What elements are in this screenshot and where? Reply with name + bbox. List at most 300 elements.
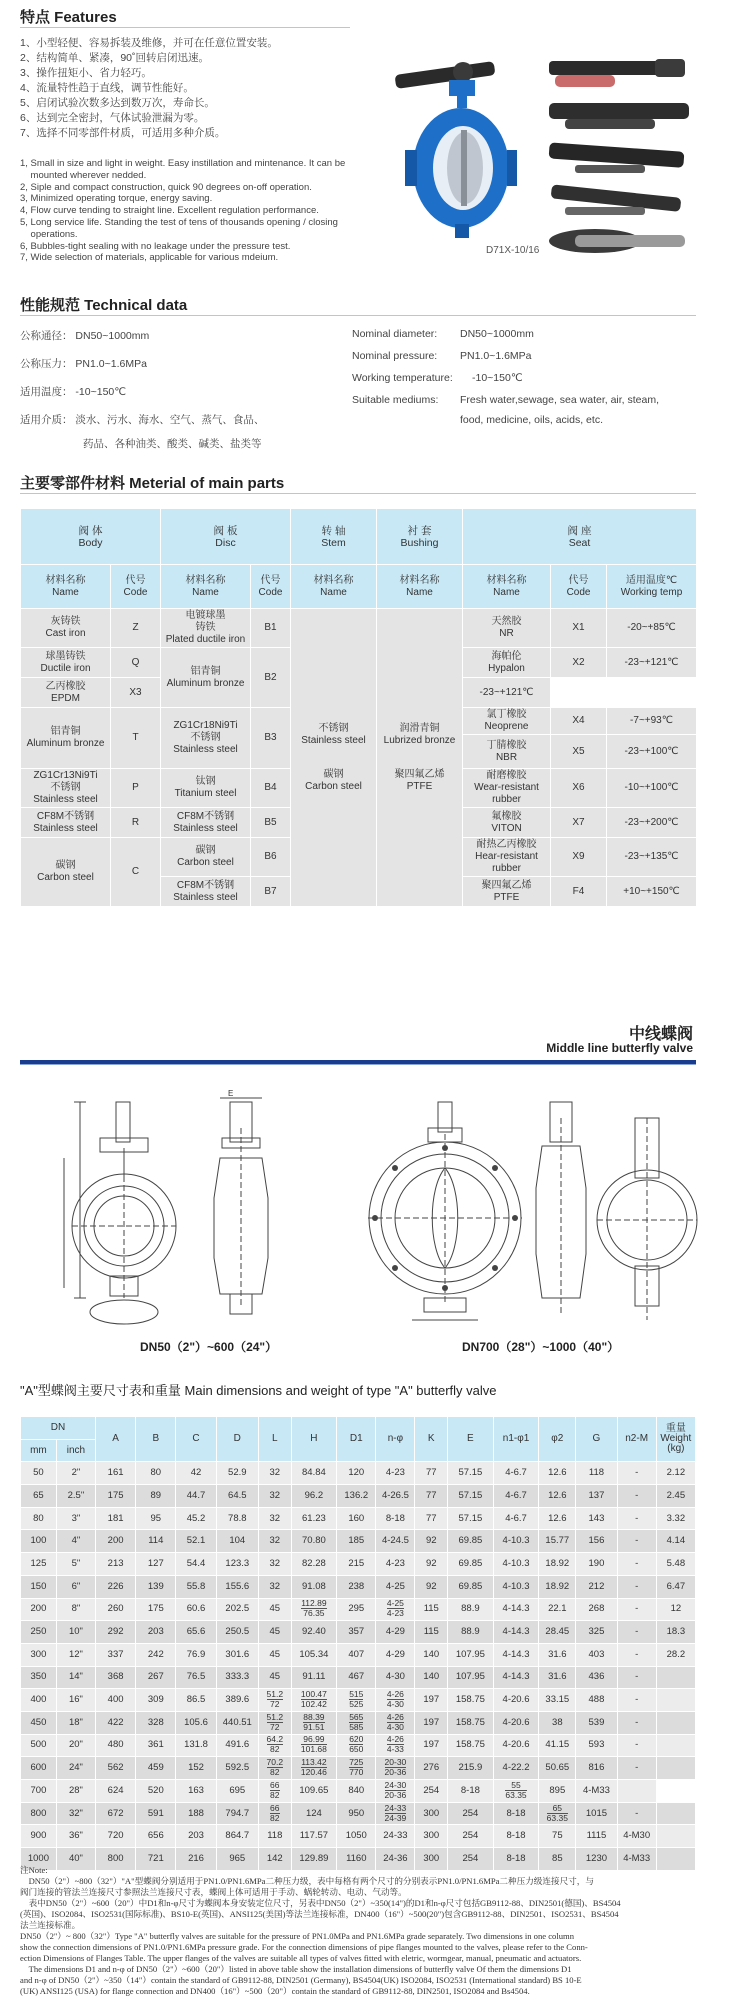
dims-cell: 86.5 [176, 1689, 216, 1712]
body-material: 碳钢 Carbon steel [21, 838, 111, 907]
seat-material: 天然胶 NR [463, 609, 551, 648]
dims-cell: 92 [415, 1530, 448, 1553]
dims-cell: 250 [21, 1621, 57, 1644]
seat-temp: -20~+85℃ [607, 609, 697, 648]
dims-cell: 4-29 [376, 1621, 415, 1644]
seat-temp: -10~+100℃ [607, 769, 697, 808]
dims-cell: $\frac{4-25}{4-23}$ [376, 1598, 415, 1621]
seat-material: 耐磨橡胶 Wear-resistant rubber [463, 769, 551, 808]
dims-cell: 250.5 [216, 1621, 258, 1644]
disc-code: B2 [251, 648, 291, 708]
dims-cell: 64.5 [216, 1485, 258, 1508]
dims-cell: 215.9 [448, 1757, 494, 1780]
dims-head: H [291, 1417, 337, 1462]
dims-cell: 96.2 [291, 1485, 337, 1508]
dims-cell: 140 [415, 1666, 448, 1689]
dims-cell: 45 [258, 1643, 291, 1666]
dims-head: n2-M [617, 1417, 656, 1462]
dims-cell: 4-14.3 [493, 1666, 539, 1689]
dims-cell: 127 [136, 1553, 176, 1576]
tech-rule [20, 315, 696, 316]
dims-cell: 114 [136, 1530, 176, 1553]
dims-cell: 8-18 [493, 1825, 539, 1848]
dims-cell: 254 [448, 1825, 494, 1848]
dims-cell: 4-24.5 [376, 1530, 415, 1553]
dims-cell: 44.7 [176, 1485, 216, 1508]
dims-cell: 69.85 [448, 1575, 494, 1598]
dims-cell: 520 [136, 1780, 176, 1803]
dims-cell: 150 [21, 1575, 57, 1598]
dims-head: L [258, 1417, 291, 1462]
note-line: (UK) ANSI125 (USA) for flange connection and DN400（16"）~500（20"）contain the standard of GB9112-88, DIN2501, ISO2084 and Bs4504. [20, 1986, 530, 1996]
dims-cell: 160 [337, 1507, 376, 1530]
drawing-caption-large: DN700（28"）~1000（40"） [462, 1340, 620, 1354]
feature-cn-item: 2、结构简单、紧凑，90˚回转启闭迅速。 [20, 52, 210, 64]
seat-material: 氟橡胶 VITON [463, 808, 551, 838]
dims-head: A [96, 1417, 136, 1462]
dims-cell: 242 [136, 1643, 176, 1666]
dims-cell: 197 [415, 1734, 448, 1757]
dims-cell: 300 [415, 1848, 448, 1871]
dims-cell: 42 [176, 1462, 216, 1485]
dims-cell: 4-30 [376, 1666, 415, 1689]
dims-cell: 77 [415, 1485, 448, 1508]
note-line: 注Note: [20, 1865, 48, 1875]
dims-cell: 50 [21, 1462, 57, 1485]
dims-cell: 18.92 [539, 1553, 576, 1576]
dims-cell: 155.6 [216, 1575, 258, 1598]
dims-cell: 480 [96, 1734, 136, 1757]
note-block [20, 1865, 710, 1997]
sub-material: 材料名称 Name [291, 565, 377, 609]
dims-head: E [448, 1417, 494, 1462]
dims-cell: 200 [96, 1530, 136, 1553]
dims-row [21, 1643, 696, 1666]
body-code: T [111, 708, 161, 769]
dims-cell: 12.6 [539, 1485, 576, 1508]
dims-cell: 105.6 [176, 1711, 216, 1734]
dims-cell: 163 [176, 1780, 216, 1803]
group-bushing: 衬 套 Bushing [377, 509, 463, 565]
dims-cell: 41.15 [539, 1734, 576, 1757]
dims-cell: 337 [96, 1643, 136, 1666]
dims-cell: 368 [96, 1666, 136, 1689]
dims-cell: 188 [176, 1802, 216, 1825]
dims-cell: 120 [337, 1462, 376, 1485]
dims-cell: 118 [576, 1462, 617, 1485]
dims-cell: 488 [576, 1689, 617, 1712]
dims-cell: 4-6.7 [493, 1507, 539, 1530]
dims-cell: 295 [337, 1598, 376, 1621]
dims-cell: $\frac{20-30}{20-36}$ [376, 1757, 415, 1780]
dims-cell: 65 [21, 1485, 57, 1508]
dims-cell: 203 [136, 1621, 176, 1644]
dims-cell: 8-18 [493, 1802, 539, 1825]
body-material: 铝青铜 Aluminum bronze [21, 708, 111, 769]
feature-en-item: 6, Bubbles-tight sealing with no leakage under the pressure test. [20, 240, 291, 252]
dims-cell: 118 [258, 1825, 291, 1848]
dims-cell: 152 [176, 1757, 216, 1780]
seat-temp: -23~+100℃ [607, 735, 697, 769]
dims-cell: 8-18 [448, 1780, 494, 1803]
sub-code: 代号 Code [111, 565, 161, 609]
seat-code: X7 [551, 808, 607, 838]
dims-cell: - [617, 1507, 656, 1530]
dims-cell: 175 [136, 1598, 176, 1621]
dims-head: G [576, 1417, 617, 1462]
disc-code: B4 [251, 769, 291, 808]
dims-cell: 900 [21, 1825, 57, 1848]
dims-head: n1-φ1 [493, 1417, 539, 1462]
dims-cell: 31.6 [539, 1666, 576, 1689]
dims-cell: 24-33 [376, 1825, 415, 1848]
dims-cell: 4-10.3 [493, 1553, 539, 1576]
dims-cell: 491.6 [216, 1734, 258, 1757]
feature-cn-item: 7、选择不同零部件材质，可适用多种介质。 [20, 127, 226, 139]
dims-cell [656, 1711, 695, 1734]
product-caption: D71X-10/16 [486, 245, 540, 256]
feature-cn-item: 6、达到完全密封，气体试验泄漏为零。 [20, 112, 205, 124]
dims-cell: 91.08 [291, 1575, 337, 1598]
dims-cell: 28.45 [539, 1621, 576, 1644]
dims-cell: 816 [576, 1757, 617, 1780]
dims-cell: 76.5 [176, 1666, 216, 1689]
dims-cell: 361 [136, 1734, 176, 1757]
dims-cell: 95 [136, 1507, 176, 1530]
features-title: 特点 Features [20, 9, 117, 26]
seat-code: F4 [551, 877, 607, 907]
body-material: CF8M不锈钢 Stainless steel [21, 808, 111, 838]
dims-cell: 92 [415, 1575, 448, 1598]
dims-cell: 57.15 [448, 1485, 494, 1508]
dims-cell: 500 [21, 1734, 57, 1757]
dims-cell: 143 [576, 1507, 617, 1530]
body-material: ZG1Cr13Ni9Ti 不锈钢 Stainless steel [21, 769, 111, 808]
sub-material: 材料名称 Name [377, 565, 463, 609]
dims-row [21, 1711, 696, 1734]
tech-en-medium-1: Fresh water,sewage, sea water, air, steam, [460, 394, 660, 406]
dims-cell: 440.51 [216, 1711, 258, 1734]
seat-code: X6 [551, 769, 607, 808]
tech-en-pressure-label: Nominal pressure: [352, 350, 438, 362]
dims-row [21, 1802, 696, 1825]
body-code: Q [111, 648, 161, 678]
dims-cell: - [617, 1530, 656, 1553]
dims-cell: 467 [337, 1666, 376, 1689]
dims-cell: 4-M33 [617, 1848, 656, 1871]
dims-cell: 800 [21, 1802, 57, 1825]
dims-cell: 292 [96, 1621, 136, 1644]
dims-cell: $\frac{66}{82}$ [258, 1802, 291, 1825]
dims-cell: 32 [258, 1462, 291, 1485]
dims-cell: 389.6 [216, 1689, 258, 1712]
dims-cell: 254 [415, 1780, 448, 1803]
valve-product-image [385, 50, 535, 245]
dims-cell: 60.6 [176, 1598, 216, 1621]
dims-cell: 2.5" [56, 1485, 95, 1508]
seat-material: 海帕伦 Hypalon [463, 648, 551, 678]
dims-cell: 212 [576, 1575, 617, 1598]
dims-cell: 216 [176, 1848, 216, 1871]
feature-en-item: 1, Small in size and light in weight. Easy instillation and mintenance. It can be [20, 158, 346, 169]
dims-cell: 459 [136, 1757, 176, 1780]
dims-cell: 562 [96, 1757, 136, 1780]
dims-cell: 158.75 [448, 1711, 494, 1734]
drawing-large-valve [372, 1098, 702, 1334]
dims-cell [656, 1734, 695, 1757]
dims-cell: - [617, 1575, 656, 1598]
dims-cell: 104 [216, 1530, 258, 1553]
disc-material: 碳钢 Carbon steel [161, 838, 251, 877]
dims-cell: 8-18 [376, 1507, 415, 1530]
disc-code: B6 [251, 838, 291, 877]
dims-cell: 200 [21, 1598, 57, 1621]
dims-cell: 124 [291, 1802, 337, 1825]
dims-cell: 115 [415, 1621, 448, 1644]
dims-cell: 600 [21, 1757, 57, 1780]
dims-cell: 4-14.3 [493, 1621, 539, 1644]
seat-temp: -23~+121℃ [463, 678, 551, 708]
feature-cn-item: 1、小型轻便、容易拆装及维修，并可在任意位置安装。 [20, 37, 278, 49]
dims-cell: $\frac{66}{82}$ [258, 1780, 291, 1803]
dims-cell: $\frac{55}{63.35}$ [493, 1780, 539, 1803]
dims-cell: 137 [576, 1485, 617, 1508]
dims-cell: 14" [56, 1666, 95, 1689]
dims-row [21, 1553, 696, 1576]
dims-cell: 89 [136, 1485, 176, 1508]
dims-cell: 109.65 [291, 1780, 337, 1803]
dims-cell: 45.2 [176, 1507, 216, 1530]
dims-cell: 4-23 [376, 1462, 415, 1485]
dims-cell: 4-14.3 [493, 1598, 539, 1621]
group-body: 阀 体 Body [21, 509, 161, 565]
feature-en-item: 5, Long service life. Standing the test of tens of thousands opening / closing [20, 216, 338, 228]
seat-code: X2 [551, 648, 607, 678]
tech-en-diameter-value: DN50~1000mm [460, 328, 534, 340]
dims-cell: 4.14 [656, 1530, 695, 1553]
dims-cell: - [617, 1485, 656, 1508]
stem-material: 不锈钢 Stainless steel 碳钢 Carbon steel [291, 609, 377, 907]
dims-cell: 4-M33 [576, 1780, 617, 1803]
dims-cell: 656 [136, 1825, 176, 1848]
dims-cell: 593 [576, 1734, 617, 1757]
dims-head-weight: 重量 Weight (kg) [656, 1417, 695, 1462]
dims-cell: 800 [96, 1848, 136, 1871]
dims-cell: 197 [415, 1689, 448, 1712]
note-line: DN50（2"）~ 800（32"）Type "A" butterfly valves are suitable for the pressure of PN1.0MPa and PN1.6MPa grade separately. Two dimensions in one column [20, 1931, 575, 1941]
note-line: DN50（2"）~800（32"）"A"型蝶阀分别适用于PN1.0/PN1.6MPa二种压力级，表中每格有两个尺寸的分别表示PN1.0/PN1.6MPa二种压力级连接尺寸，与 [20, 1876, 594, 1886]
dims-cell: 77 [415, 1462, 448, 1485]
dims-cell: $\frac{565}{585}$ [337, 1711, 376, 1734]
body-code: P [111, 769, 161, 808]
dims-cell: 107.95 [448, 1643, 494, 1666]
dims-cell: 840 [337, 1780, 376, 1803]
dims-cell: 4-23 [376, 1553, 415, 1576]
body-code: C [111, 838, 161, 907]
sub-material: 材料名称 Name [161, 565, 251, 609]
tech-en-medium-2: food, medicine, oils, acids, etc. [460, 414, 603, 426]
sub-code: 代号 Code [551, 565, 607, 609]
dims-cell: 4-25 [376, 1575, 415, 1598]
dims-cell: $\frac{100.47}{102.42}$ [291, 1689, 337, 1712]
dims-cell: 794.7 [216, 1802, 258, 1825]
dims-cell: 161 [96, 1462, 136, 1485]
note-line: (英国)、ISO2084、ISO2531(国际标准)、BS10-E(英国)、ANSI125(美国)等法兰连接标准，DN400（16"）~500(20")包含GB9112-88、DIN2501、ISO2531、BS4504 [20, 1909, 619, 1919]
dims-cell: 4" [56, 1530, 95, 1553]
dims-cell: 5" [56, 1553, 95, 1576]
dims-cell: 92.40 [291, 1621, 337, 1644]
dims-cell: - [617, 1802, 656, 1825]
dims-cell: 695 [216, 1780, 258, 1803]
dims-cell: 301.6 [216, 1643, 258, 1666]
dims-cell: 197 [415, 1711, 448, 1734]
dims-cell: 156 [576, 1530, 617, 1553]
dims-cell: 55.8 [176, 1575, 216, 1598]
dims-cell: 720 [96, 1825, 136, 1848]
dims-cell: 267 [136, 1666, 176, 1689]
dims-cell: 88.9 [448, 1621, 494, 1644]
dims-cell: 115 [415, 1598, 448, 1621]
note-line: The dimensions D1 and n-φ of DN50（2"）~600（20"）listed in above table show the installation dimensions of butterfly valve Of them the dimensions D1 [20, 1964, 572, 1974]
dims-title: "A"型蝶阀主要尺寸表和重量 Main dimensions and weight of type "A" butterfly valve [20, 1383, 497, 1398]
dims-row [21, 1621, 696, 1644]
dims-head-inch: inch [56, 1439, 95, 1462]
feature-cn-item: 3、操作扭矩小、省力轻巧。 [20, 67, 152, 79]
dims-cell: 2" [56, 1462, 95, 1485]
seat-temp: -23~+121℃ [607, 648, 697, 678]
dims-cell: 226 [96, 1575, 136, 1598]
dims-cell: 4-14.3 [493, 1643, 539, 1666]
dims-cell: 4-10.3 [493, 1575, 539, 1598]
sub-material: 材料名称 Name [21, 565, 111, 609]
dims-cell: 190 [576, 1553, 617, 1576]
dims-cell: 107.95 [448, 1666, 494, 1689]
disc-code: B5 [251, 808, 291, 838]
middle-line-title-cn: 中线蝶阀 [628, 1026, 693, 1043]
dims-cell: 4-6.7 [493, 1462, 539, 1485]
sub-material: 材料名称 Name [463, 565, 551, 609]
dims-cell: 238 [337, 1575, 376, 1598]
bushing-material: 润滑青铜 Lubrized bronze 聚四氟乙烯 PTFE [377, 609, 463, 907]
dims-row [21, 1689, 696, 1712]
dims-cell: 3.32 [656, 1507, 695, 1530]
dims-cell: 350 [21, 1666, 57, 1689]
parts-rule [20, 493, 696, 494]
dims-cell: 8" [56, 1598, 95, 1621]
dims-cell: 91.11 [291, 1666, 337, 1689]
dims-cell: 70.80 [291, 1530, 337, 1553]
dims-cell: 1115 [576, 1825, 617, 1848]
feature-en-item: 7, Wide selection of materials, applicable for various mdeium. [20, 252, 279, 264]
dims-cell: 403 [576, 1643, 617, 1666]
dims-cell: $\frac{96.99}{101.68}$ [291, 1734, 337, 1757]
dims-cell: 12.6 [539, 1507, 576, 1530]
dims-head: B [136, 1417, 176, 1462]
dims-cell: $\frac{4-26}{4-33}$ [376, 1734, 415, 1757]
dims-cell: 1230 [576, 1848, 617, 1871]
dims-cell: 18.3 [656, 1621, 695, 1644]
dims-cell: 450 [21, 1711, 57, 1734]
dims-cell: 15.77 [539, 1530, 576, 1553]
group-stem: 转 轴 Stem [291, 509, 377, 565]
feature-cn-item: 4、流量特性趋于直线，调节性能好。 [20, 82, 194, 94]
dims-cell: 202.5 [216, 1598, 258, 1621]
dims-cell: 129.89 [291, 1848, 337, 1871]
dims-cell: 54.4 [176, 1553, 216, 1576]
seat-temp: -23~+135℃ [607, 838, 697, 877]
tech-en-medium-label: Suitable mediums: [352, 394, 439, 406]
disc-code: B3 [251, 708, 291, 769]
tech-en-temperature-label: Working temperature: [352, 372, 453, 384]
dims-cell: 45 [258, 1666, 291, 1689]
dims-cell: 18" [56, 1711, 95, 1734]
dims-cell: 700 [21, 1780, 57, 1803]
dims-cell: 80 [21, 1507, 57, 1530]
dims-cell: 65.6 [176, 1621, 216, 1644]
dims-cell: 32" [56, 1802, 95, 1825]
note-line: 表中DN50（2"）~600（20"）中D1和n-φ尺寸为蝶阀本身安装定位尺寸，另表中DN50（2"）~350(14")的D1和n-φ尺寸包括GB9112-88、DIN2501(德国)、BS4504 [20, 1898, 621, 1908]
features-rule [20, 27, 350, 28]
dims-cell: 333.3 [216, 1666, 258, 1689]
disc-material: 钛钢 Titanium steel [161, 769, 251, 808]
dims-row [21, 1507, 696, 1530]
note-line: 阀门连接的管法兰连接尺寸参照法兰连接尺寸表，蝶阀上体可适用于手动、蜗轮转动、电动、气动等。 [20, 1887, 407, 1897]
dims-cell: 950 [337, 1802, 376, 1825]
dims-cell: 254 [448, 1848, 494, 1871]
dims-cell: 24-36 [376, 1848, 415, 1871]
dims-cell: 2.12 [656, 1462, 695, 1485]
dims-cell: 12.6 [539, 1462, 576, 1485]
feature-en-item: 4, Flow curve tending to straight line. Excellent regulation performance. [20, 205, 319, 217]
dims-cell: 45 [258, 1598, 291, 1621]
dims-head: φ2 [539, 1417, 576, 1462]
group-seat: 阀 座 Seat [463, 509, 697, 565]
seat-temp: +10~+150℃ [607, 877, 697, 907]
dims-cell: 624 [96, 1780, 136, 1803]
note-line: show the connection dimensions of PN1.0/PN1.6MPa pressure grade. For the connection dimensions of pipe flanges mounted to the valves, please refer to the Conn- [20, 1942, 588, 1952]
dims-cell: 1160 [337, 1848, 376, 1871]
body-material: 球墨铸铁 Ductile iron [21, 648, 111, 678]
dims-cell: 300 [415, 1802, 448, 1825]
dims-cell: 276 [415, 1757, 448, 1780]
dims-cell: 12" [56, 1643, 95, 1666]
seat-material: 耐热乙丙橡胶 Hear-resistant rubber [463, 838, 551, 877]
dims-cell: 4-M30 [617, 1825, 656, 1848]
tech-en-diameter-label: Nominal diameter: [352, 328, 438, 340]
dims-cell: 105.34 [291, 1643, 337, 1666]
disc-code: B7 [251, 877, 291, 907]
dims-cell: 328 [136, 1711, 176, 1734]
dims-cell: 136.2 [337, 1485, 376, 1508]
dims-cell: 16" [56, 1689, 95, 1712]
dims-cell: 88.9 [448, 1598, 494, 1621]
dims-row [21, 1575, 696, 1598]
seat-code: X3 [111, 678, 161, 708]
dims-cell: 18.92 [539, 1575, 576, 1598]
seat-material: 乙丙橡胶 EPDM [21, 678, 111, 708]
dims-cell [656, 1802, 695, 1825]
features-cn-list [20, 36, 380, 141]
dims-cell: - [617, 1643, 656, 1666]
dims-cell: 125 [21, 1553, 57, 1576]
dims-cell: $\frac{4-26}{4-30}$ [376, 1689, 415, 1712]
middle-line-bar-thin [20, 1064, 696, 1065]
dims-row [21, 1825, 696, 1848]
features-en-list [20, 158, 365, 264]
dims-cell: - [617, 1711, 656, 1734]
dims-cell: 895 [539, 1780, 576, 1803]
dims-cell: 12 [656, 1598, 695, 1621]
